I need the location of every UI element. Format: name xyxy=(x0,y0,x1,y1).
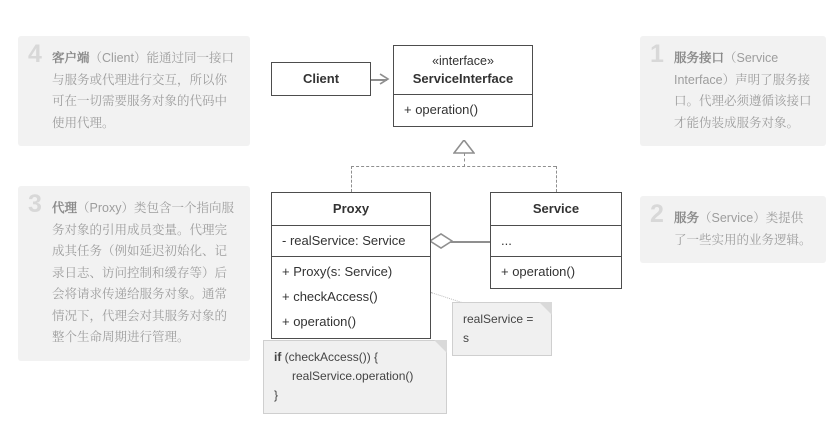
keyword-if: if xyxy=(274,350,282,364)
annotation-service xyxy=(640,196,826,263)
class-box-service[interactable] xyxy=(490,192,622,289)
annotation-lead: 代理 xyxy=(52,201,78,215)
class-fields xyxy=(491,226,621,257)
note-text: realService = s xyxy=(463,312,534,346)
annotation-text: （Service Interface）声明了服务接口。代理必须遵循该接口才能伪装成服务对象。 xyxy=(674,51,812,130)
class-title: Client xyxy=(302,71,340,86)
connector-inheritance-bar xyxy=(351,166,556,167)
annotation-text: （Service）类提供了一些实用的业务逻辑。 xyxy=(674,211,812,247)
class-field: - realService: Service xyxy=(282,232,406,248)
connector-inheritance-service xyxy=(556,166,557,192)
class-title: ServiceInterface xyxy=(412,70,514,86)
annotation-lead: 服务 xyxy=(674,211,700,225)
class-fields xyxy=(272,226,430,257)
note-fold-corner-icon xyxy=(539,302,552,315)
annotation-text: （Client）能通过同一接口与服务或代理进行交互，所以你可在一切需要服务对象的代码中使用代理。 xyxy=(52,51,234,130)
class-methods xyxy=(272,257,430,338)
note-code-line-1 xyxy=(274,348,436,367)
connector-inheritance-proxy xyxy=(351,166,352,192)
annotation-number: 4 xyxy=(28,40,42,68)
arrow-head-open-icon xyxy=(379,73,389,83)
annotation-client xyxy=(18,36,250,146)
class-box-service-interface[interactable] xyxy=(393,45,533,127)
note-code-line-2: realService.operation() xyxy=(292,369,414,384)
class-member: + operation() xyxy=(404,102,479,118)
annotation-number: 1 xyxy=(650,40,664,68)
class-stereotype: «interface» xyxy=(432,54,494,68)
note-operation-code xyxy=(263,340,447,414)
generalization-triangle-icon xyxy=(453,140,475,154)
note-constructor-assignment xyxy=(452,302,552,356)
note-fold-corner-icon xyxy=(434,340,447,353)
class-method: + operation() xyxy=(501,264,576,280)
class-method: + Proxy(s: Service) xyxy=(282,264,393,280)
annotation-service-interface xyxy=(640,36,826,146)
annotation-lead: 客户端 xyxy=(52,51,90,65)
class-method: + checkAccess() xyxy=(282,289,378,305)
class-title: Service xyxy=(532,201,580,216)
note-code-line-1-rest: (checkAccess()) { xyxy=(281,350,379,364)
class-methods xyxy=(491,257,621,288)
class-title: Proxy xyxy=(332,201,370,216)
annotation-number: 2 xyxy=(650,200,664,228)
class-field: ... xyxy=(501,232,512,248)
connector-inheritance-stem xyxy=(464,153,465,167)
note-code-line-3: } xyxy=(274,388,279,403)
class-box-client[interactable] xyxy=(271,62,371,96)
class-box-proxy[interactable] xyxy=(271,192,431,339)
annotation-proxy xyxy=(18,186,250,361)
annotation-lead: 服务接口 xyxy=(674,51,725,65)
annotation-number: 3 xyxy=(28,190,42,218)
class-method: + operation() xyxy=(282,314,357,330)
annotation-text: （Proxy）类包含一个指向服务对象的引用成员变量。代理完成其任务（例如延迟初始化、记录日志、访问控制和缓存等）后会将请求传递给服务对象。通常情况下，代理会对其服务对象的整个生命周期进行管理。 xyxy=(52,201,234,344)
class-members xyxy=(394,95,532,126)
aggregation-diamond-icon xyxy=(429,233,453,249)
class-title-block xyxy=(394,46,532,94)
